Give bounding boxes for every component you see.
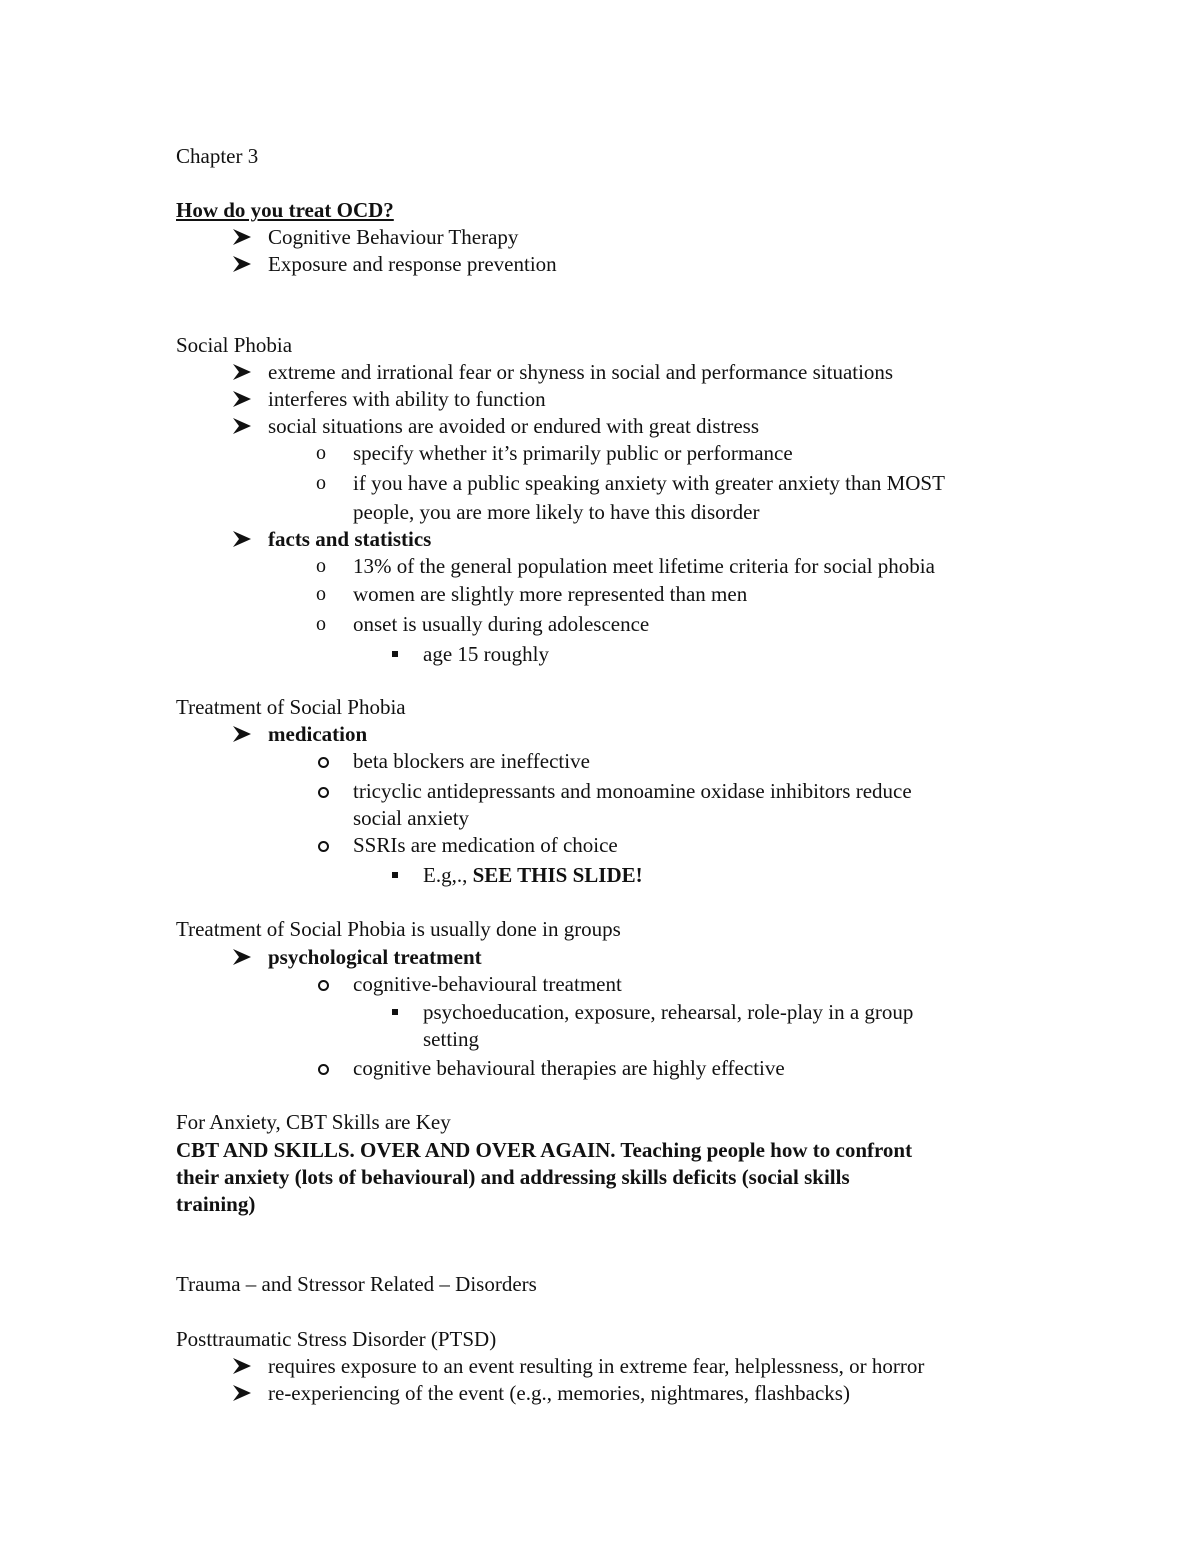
list-item: psychoeducation, exposure, rehearsal, role-play in a group — [388, 999, 913, 1026]
list-item: age 15 roughly — [388, 641, 549, 668]
list-item: E.g,., SEE THIS SLIDE! — [388, 862, 643, 889]
arrow-bullet-icon — [232, 224, 252, 246]
ocd-heading: How do you treat OCD? — [176, 198, 394, 222]
arrow-bullet-icon — [232, 386, 252, 408]
list-item: psychological treatment — [232, 944, 482, 971]
square-bullet-icon — [392, 651, 398, 657]
circle-bullet-icon: o — [316, 472, 326, 494]
list-item-continuation: people, you are more likely to have this disorder — [353, 500, 760, 524]
list-item: extreme and irrational fear or shyness in social and performance situations — [232, 359, 893, 386]
list-item: cognitive behavioural therapies are highly effective — [316, 1055, 785, 1082]
list-item: o onset is usually during adolescence — [316, 612, 650, 636]
list-item: Cognitive Behaviour Therapy — [232, 224, 518, 251]
chapter-title: Chapter 3 — [176, 144, 259, 168]
circle-bullet-icon: o — [316, 442, 326, 464]
section-heading: Treatment of Social Phobia is usually done in groups — [176, 917, 621, 941]
list-item: o if you have a public speaking anxiety with greater anxiety than MOST — [316, 471, 945, 495]
list-item: re-experiencing of the event (e.g., memories, nightmares, flashbacks) — [232, 1380, 850, 1407]
bold-paragraph-line: training) — [176, 1192, 256, 1216]
circle-bullet-icon: o — [316, 613, 326, 635]
circle-bullet-icon — [318, 787, 329, 798]
arrow-bullet-icon — [232, 413, 252, 435]
list-item-continuation: social anxiety — [353, 806, 470, 830]
list-item: Exposure and response prevention — [232, 251, 557, 278]
circle-bullet-icon — [318, 980, 329, 991]
bold-paragraph-line: their anxiety (lots of behavioural) and addressing skills deficits (social skills — [176, 1165, 850, 1189]
section-heading: Trauma – and Stressor Related – Disorders — [176, 1272, 537, 1296]
section-heading: Treatment of Social Phobia — [176, 695, 406, 719]
arrow-bullet-icon — [232, 1380, 252, 1402]
square-bullet-icon — [392, 1009, 398, 1015]
section-heading: Social Phobia — [176, 333, 293, 357]
circle-bullet-icon — [318, 841, 329, 852]
list-item: SSRIs are medication of choice — [316, 832, 618, 859]
section-heading: Posttraumatic Stress Disorder (PTSD) — [176, 1327, 497, 1351]
arrow-bullet-icon — [232, 1353, 252, 1375]
arrow-bullet-icon — [232, 944, 252, 966]
circle-bullet-icon: o — [316, 555, 326, 577]
list-item: o women are slightly more represented than men — [316, 582, 748, 606]
list-item: beta blockers are ineffective — [316, 748, 590, 775]
bold-paragraph-line: CBT AND SKILLS. OVER AND OVER AGAIN. Teaching people how to confront — [176, 1138, 913, 1162]
square-bullet-icon — [392, 872, 398, 878]
list-item: o 13% of the general population meet lifetime criteria for social phobia — [316, 554, 935, 578]
circle-bullet-icon — [318, 757, 329, 768]
section-heading: For Anxiety, CBT Skills are Key — [176, 1110, 451, 1134]
circle-bullet-icon: o — [316, 583, 326, 605]
list-item: social situations are avoided or endured with great distress — [232, 413, 759, 440]
arrow-bullet-icon — [232, 526, 252, 548]
arrow-bullet-icon — [232, 251, 252, 273]
arrow-bullet-icon — [232, 359, 252, 381]
list-item: medication — [232, 721, 367, 748]
list-item: facts and statistics — [232, 526, 431, 553]
list-item-continuation: setting — [423, 1027, 479, 1051]
list-item: cognitive-behavioural treatment — [316, 971, 622, 998]
list-item: requires exposure to an event resulting in extreme fear, helplessness, or horror — [232, 1353, 924, 1380]
list-item: tricyclic antidepressants and monoamine oxidase inhibitors reduce — [316, 778, 912, 805]
arrow-bullet-icon — [232, 721, 252, 743]
list-item: o specify whether it’s primarily public or performance — [316, 441, 793, 465]
list-item: interferes with ability to function — [232, 386, 546, 413]
circle-bullet-icon — [318, 1064, 329, 1075]
